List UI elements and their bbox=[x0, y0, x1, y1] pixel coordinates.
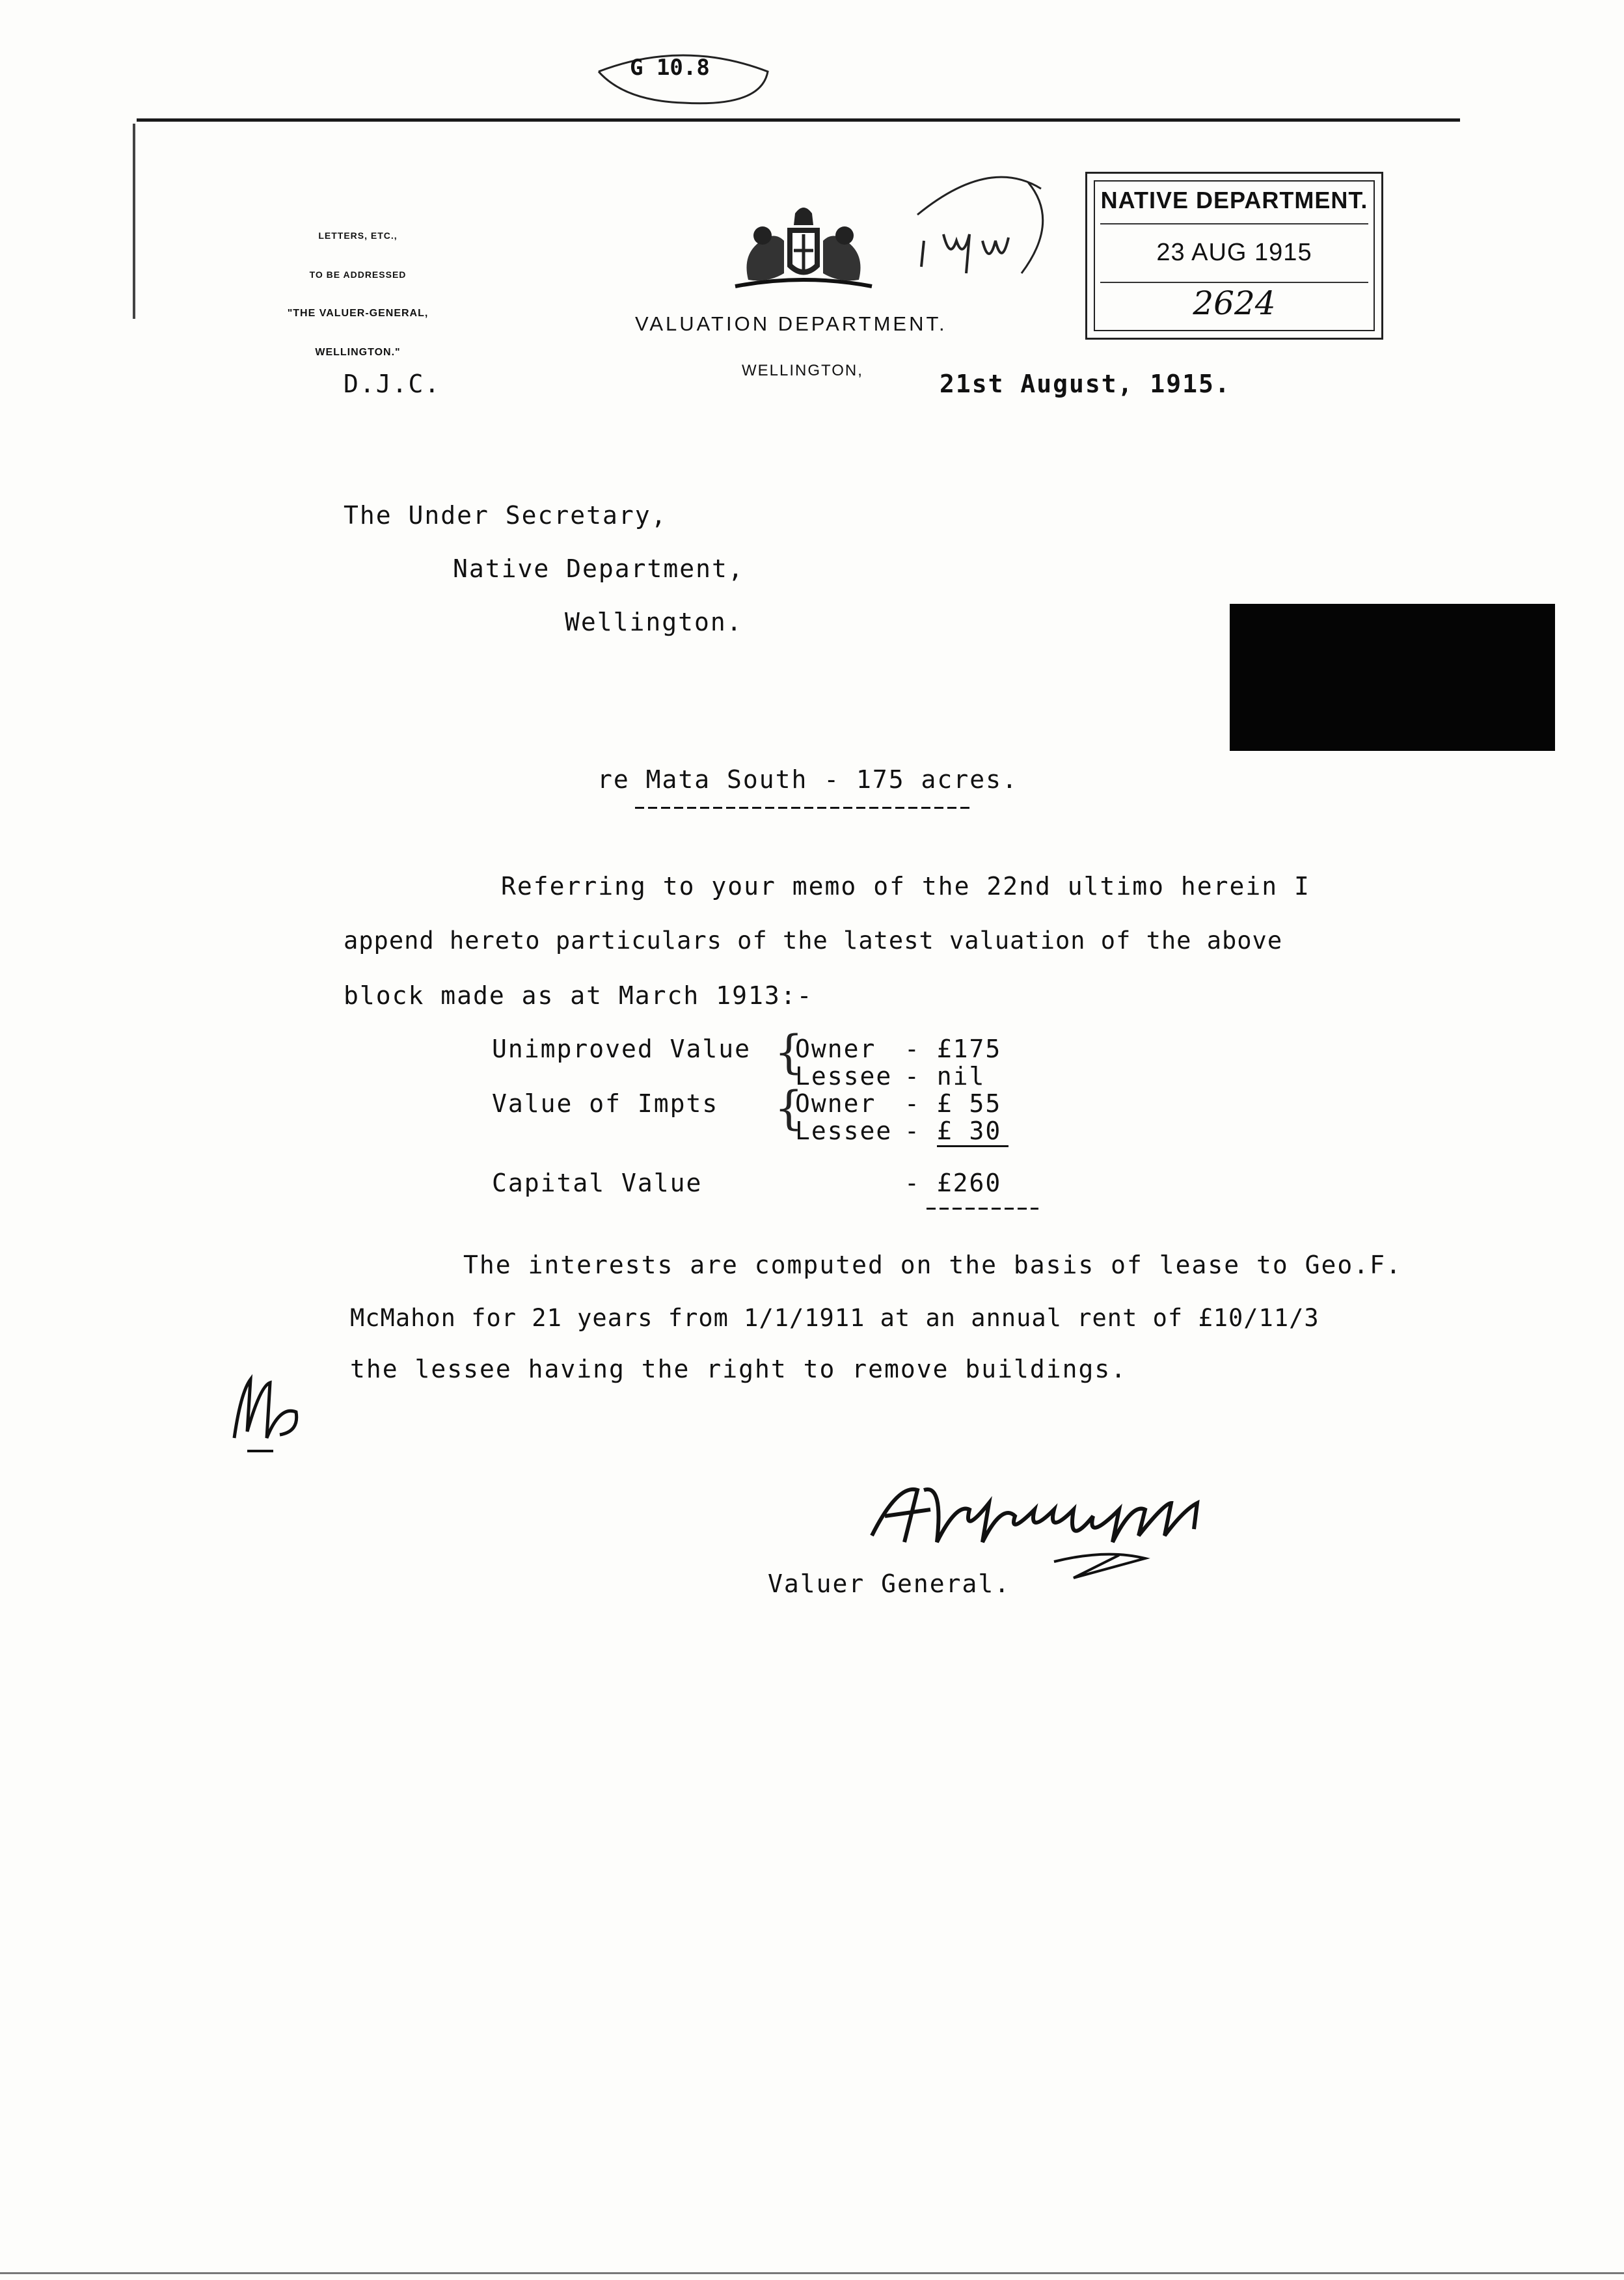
impts-brace: { bbox=[774, 1081, 804, 1135]
stamp-divider bbox=[1100, 282, 1368, 283]
capital-value-amount: - £260 bbox=[904, 1169, 1002, 1197]
impts-lessee-amount: - £ 30 bbox=[904, 1117, 1002, 1145]
unimproved-brace: { bbox=[774, 1025, 804, 1079]
department-city: WELLINGTON, bbox=[742, 362, 863, 379]
letterhead-top-rule bbox=[137, 118, 1460, 122]
stamp-title: NATIVE DEPARTMENT. bbox=[1100, 187, 1368, 213]
unimproved-owner-party: Owner bbox=[795, 1035, 876, 1063]
paragraph-1-line-3: block made as at March 1913:- bbox=[344, 981, 813, 1010]
paragraph-2-line-2: McMahon for 21 years from 1/1/1911 at an annual rent of £10/11/3 bbox=[350, 1304, 1320, 1332]
received-stamp bbox=[1085, 172, 1383, 340]
signatory-title: Valuer General. bbox=[768, 1569, 1011, 1598]
impts-owner-party: Owner bbox=[795, 1089, 876, 1118]
paragraph-1-line-1: Referring to your memo of the 22nd ultimo herein I bbox=[501, 872, 1310, 901]
stamp-divider bbox=[1100, 223, 1368, 224]
stamp-number: 2624 bbox=[1193, 284, 1276, 322]
stamp-date: 23 AUG 1915 bbox=[1156, 239, 1312, 266]
recipient-line-2: Native Department, bbox=[453, 554, 744, 583]
recipient-line-3: Wellington. bbox=[565, 608, 743, 636]
unimproved-owner-amount: - £175 bbox=[904, 1035, 1002, 1063]
unimproved-lessee-amount: - nil bbox=[904, 1062, 986, 1091]
address-note-line: WELLINGTON." bbox=[315, 347, 401, 358]
unimproved-value-label: Unimproved Value bbox=[492, 1035, 751, 1063]
recipient-line-1: The Under Secretary, bbox=[344, 501, 668, 530]
handwritten-annotation bbox=[904, 163, 1061, 293]
address-note-line: TO BE ADDRESSED bbox=[309, 269, 407, 280]
letter-date: 21st August, 1915. bbox=[940, 370, 1231, 398]
unimproved-lessee-party: Lessee bbox=[795, 1062, 893, 1091]
redaction-block bbox=[1230, 604, 1555, 751]
department-name: VALUATION DEPARTMENT. bbox=[635, 312, 947, 335]
impts-owner-amount: - £ 55 bbox=[904, 1089, 1002, 1118]
impts-underline bbox=[937, 1145, 1008, 1147]
paragraph-2-line-3: the lessee having the right to remove buildings. bbox=[350, 1355, 1128, 1383]
address-note-line: LETTERS, ETC., bbox=[318, 230, 398, 241]
address-note bbox=[247, 203, 468, 385]
capital-value-label: Capital Value bbox=[492, 1169, 703, 1197]
impts-value-label: Value of Impts bbox=[492, 1089, 719, 1118]
file-reference: G 10.8 bbox=[630, 55, 710, 81]
paragraph-1-line-2: append hereto particulars of the latest valuation of the above bbox=[344, 927, 1283, 955]
capital-underline bbox=[927, 1208, 1038, 1210]
impts-lessee-party: Lessee bbox=[795, 1117, 893, 1145]
subject-line: re Mata South - 175 acres. bbox=[597, 765, 1018, 794]
subject-underline bbox=[635, 807, 969, 809]
address-note-line: "THE VALUER-GENERAL, bbox=[287, 308, 429, 319]
margin-initials-signature bbox=[221, 1366, 312, 1458]
page-bottom-rule bbox=[0, 2272, 1624, 2274]
paragraph-2-line-1: The interests are computed on the basis of lease to Geo.F. bbox=[463, 1251, 1402, 1279]
reference-initials: D.J.C. bbox=[344, 370, 441, 398]
coat-of-arms-icon bbox=[722, 202, 885, 293]
letterhead-left-rule bbox=[133, 124, 135, 319]
